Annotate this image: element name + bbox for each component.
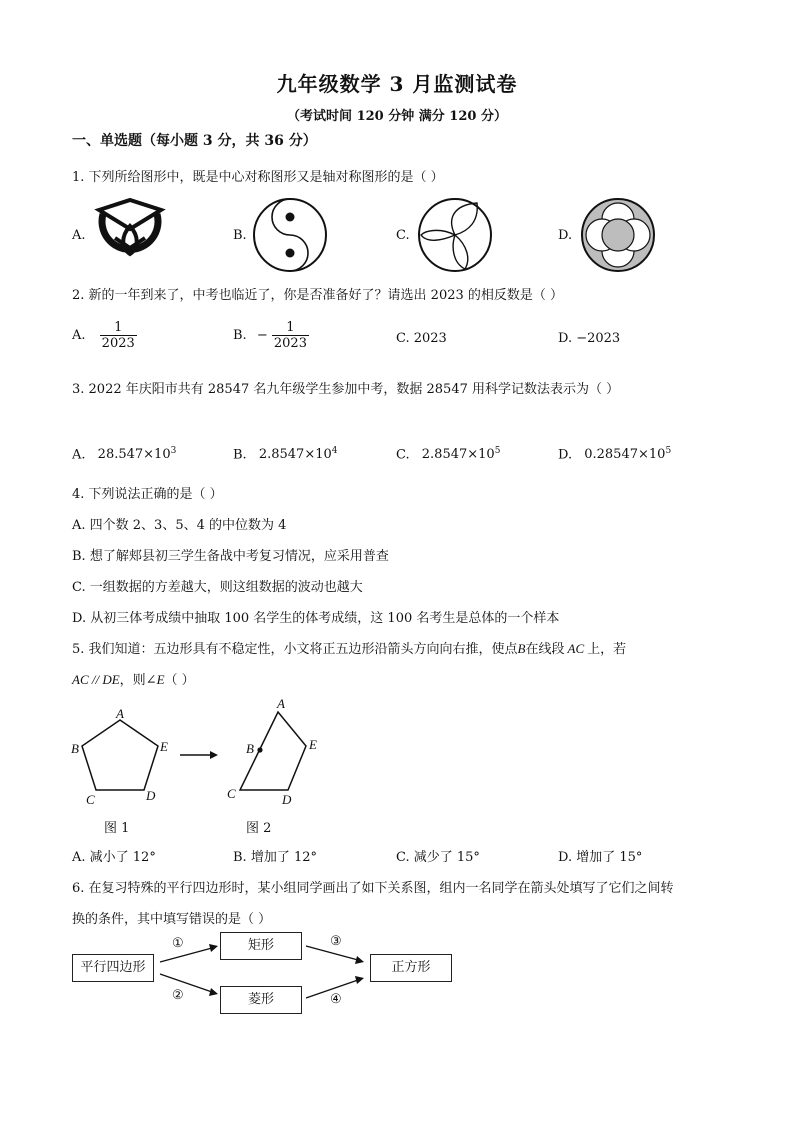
q3-option-c <box>396 446 500 462</box>
fig1-caption: 图 1 <box>104 821 130 836</box>
question-3-stem: 3. 2022 年庆阳市共有 28547 名九年级学生参加中考，数据 28547 用科学记数法表示为（ ） <box>72 382 620 397</box>
q3-option-d <box>558 446 671 462</box>
q3-option-c-label: C. <box>396 447 410 463</box>
marker-3: ③ <box>330 934 342 949</box>
q3-option-a <box>72 446 176 462</box>
q5-angle-text: ，则∠ <box>119 673 157 688</box>
fig1-label-a: A <box>116 706 124 721</box>
marker-2: ② <box>172 988 184 1003</box>
q3-b-exponent: 4 <box>331 446 338 456</box>
q2-b-sign: − <box>256 328 268 343</box>
q2-b-numerator: 1 <box>272 320 309 336</box>
q5-figure-2-deformed <box>230 702 330 812</box>
q6-relation-arrows <box>150 930 380 1020</box>
q3-option-b-label: B. <box>233 447 247 463</box>
q3-c-base: 2.8547×10 <box>421 447 495 463</box>
q5-condition: AC // DE <box>72 672 120 687</box>
q5-bracket: （ ） <box>164 673 195 688</box>
question-5-condition <box>72 669 195 688</box>
q5-segment-ac: AC <box>567 641 585 656</box>
box-parallelogram: 平行四边形 <box>72 954 154 982</box>
marker-4: ④ <box>330 992 342 1007</box>
fig2-label-c: C <box>227 786 236 801</box>
q1-option-d-label: D. <box>558 228 573 243</box>
q2-option-d: D. −2023 <box>558 331 621 346</box>
q2-option-b-label: B. <box>233 328 247 343</box>
box-square: 正方形 <box>370 954 452 982</box>
q2-option-b-fraction <box>272 320 309 351</box>
fig2-label-e: E <box>309 737 317 752</box>
fig1-label-d: D <box>146 788 156 803</box>
marker-1: ① <box>172 936 184 951</box>
q5-stem-part3: 上，若 <box>587 642 627 657</box>
fig2-caption: 图 2 <box>246 821 272 836</box>
q5-stem-part1: 5. 我们知道：五边形具有不稳定性，小文将正五边形沿箭头方向向右推，使点 <box>72 642 518 657</box>
q3-d-exponent: 5 <box>665 446 672 456</box>
q2-option-b <box>233 320 309 351</box>
section-heading: 一、单选题（每小题 3 分，共 36 分） <box>72 133 317 149</box>
question-4-stem: 4. 下列说法正确的是（ ） <box>72 487 223 502</box>
q3-a-exponent: 3 <box>170 446 177 456</box>
q2-b-denominator: 2023 <box>273 336 307 351</box>
exam-info: （考试时间 120 分钟 满分 120 分） <box>287 109 507 124</box>
q5-point-b: B <box>517 641 526 656</box>
q5-stem-part2: 在线段 <box>525 642 565 657</box>
q5-option-a: A. 减小了 12° <box>72 850 156 865</box>
q4-option-a: A. 四个数 2、3、5、4 的中位数为 4 <box>72 518 287 533</box>
q5-angle-e: E <box>156 672 165 687</box>
fig2-label-b: B <box>246 741 254 756</box>
box-rhombus: 菱形 <box>220 986 302 1014</box>
q3-d-base: 0.28547×10 <box>584 447 666 463</box>
fig2-label-d: D <box>282 792 292 807</box>
q1-option-c-figure <box>417 197 493 273</box>
q2-option-a <box>72 320 137 351</box>
q2-option-a-fraction <box>100 320 137 351</box>
fig1-label-e: E <box>160 739 168 754</box>
question-6-stem-line1: 6. 在复习特殊的平行四边形时，某小组同学画出了如下关系图，组内一名同学在箭头处填写了它们之间转 <box>72 881 674 896</box>
q1-option-a-figure <box>91 196 169 262</box>
question-5-stem <box>72 638 626 657</box>
q2-option-c: C. 2023 <box>396 331 447 346</box>
q1-option-a-label: A. <box>72 228 86 243</box>
q4-option-c: C. 一组数据的方差越大，则这组数据的波动也越大 <box>72 580 363 595</box>
q3-option-d-label: D. <box>558 447 573 463</box>
q3-a-base: 28.547×10 <box>97 447 171 463</box>
q5-arrow-icon <box>178 748 220 762</box>
q3-b-base: 2.8547×10 <box>258 447 332 463</box>
q5-option-b: B. 增加了 12° <box>233 850 317 865</box>
q1-option-b-figure <box>252 197 328 273</box>
q5-option-c: C. 减少了 15° <box>396 850 480 865</box>
q3-option-a-label: A. <box>72 447 86 463</box>
fig1-label-c: C <box>86 792 95 807</box>
q2-a-numerator: 1 <box>100 320 137 336</box>
q3-option-b <box>233 446 337 462</box>
q2-option-a-label: A. <box>72 328 86 343</box>
q3-c-exponent: 5 <box>494 446 501 456</box>
fig1-label-b: B <box>71 741 79 756</box>
fig2-label-a: A <box>277 696 285 711</box>
question-6-stem-line2: 换的条件，其中填写错误的是（ ） <box>72 912 272 927</box>
q4-option-d: D. 从初三体考成绩中抽取 100 名学生的体考成绩，这 100 名考生是总体的一个样本 <box>72 611 560 626</box>
question-1-stem: 1. 下列所给图形中，既是中心对称图形又是轴对称图形的是（ ） <box>72 170 444 185</box>
box-rectangle: 矩形 <box>220 932 302 960</box>
q5-option-d: D. 增加了 15° <box>558 850 643 865</box>
q2-a-denominator: 2023 <box>101 336 135 351</box>
question-2-stem: 2. 新的一年到来了，中考也临近了，你是否准备好了？请选出 2023 的相反数是（ ） <box>72 288 564 303</box>
q4-option-b: B. 想了解郏县初三学生备战中考复习情况，应采用普查 <box>72 549 389 564</box>
page-title: 九年级数学 3 月监测试卷 <box>276 72 518 96</box>
q1-option-b-label: B. <box>233 228 247 243</box>
q1-option-d-figure <box>580 197 656 273</box>
q1-option-c-label: C. <box>396 228 410 243</box>
